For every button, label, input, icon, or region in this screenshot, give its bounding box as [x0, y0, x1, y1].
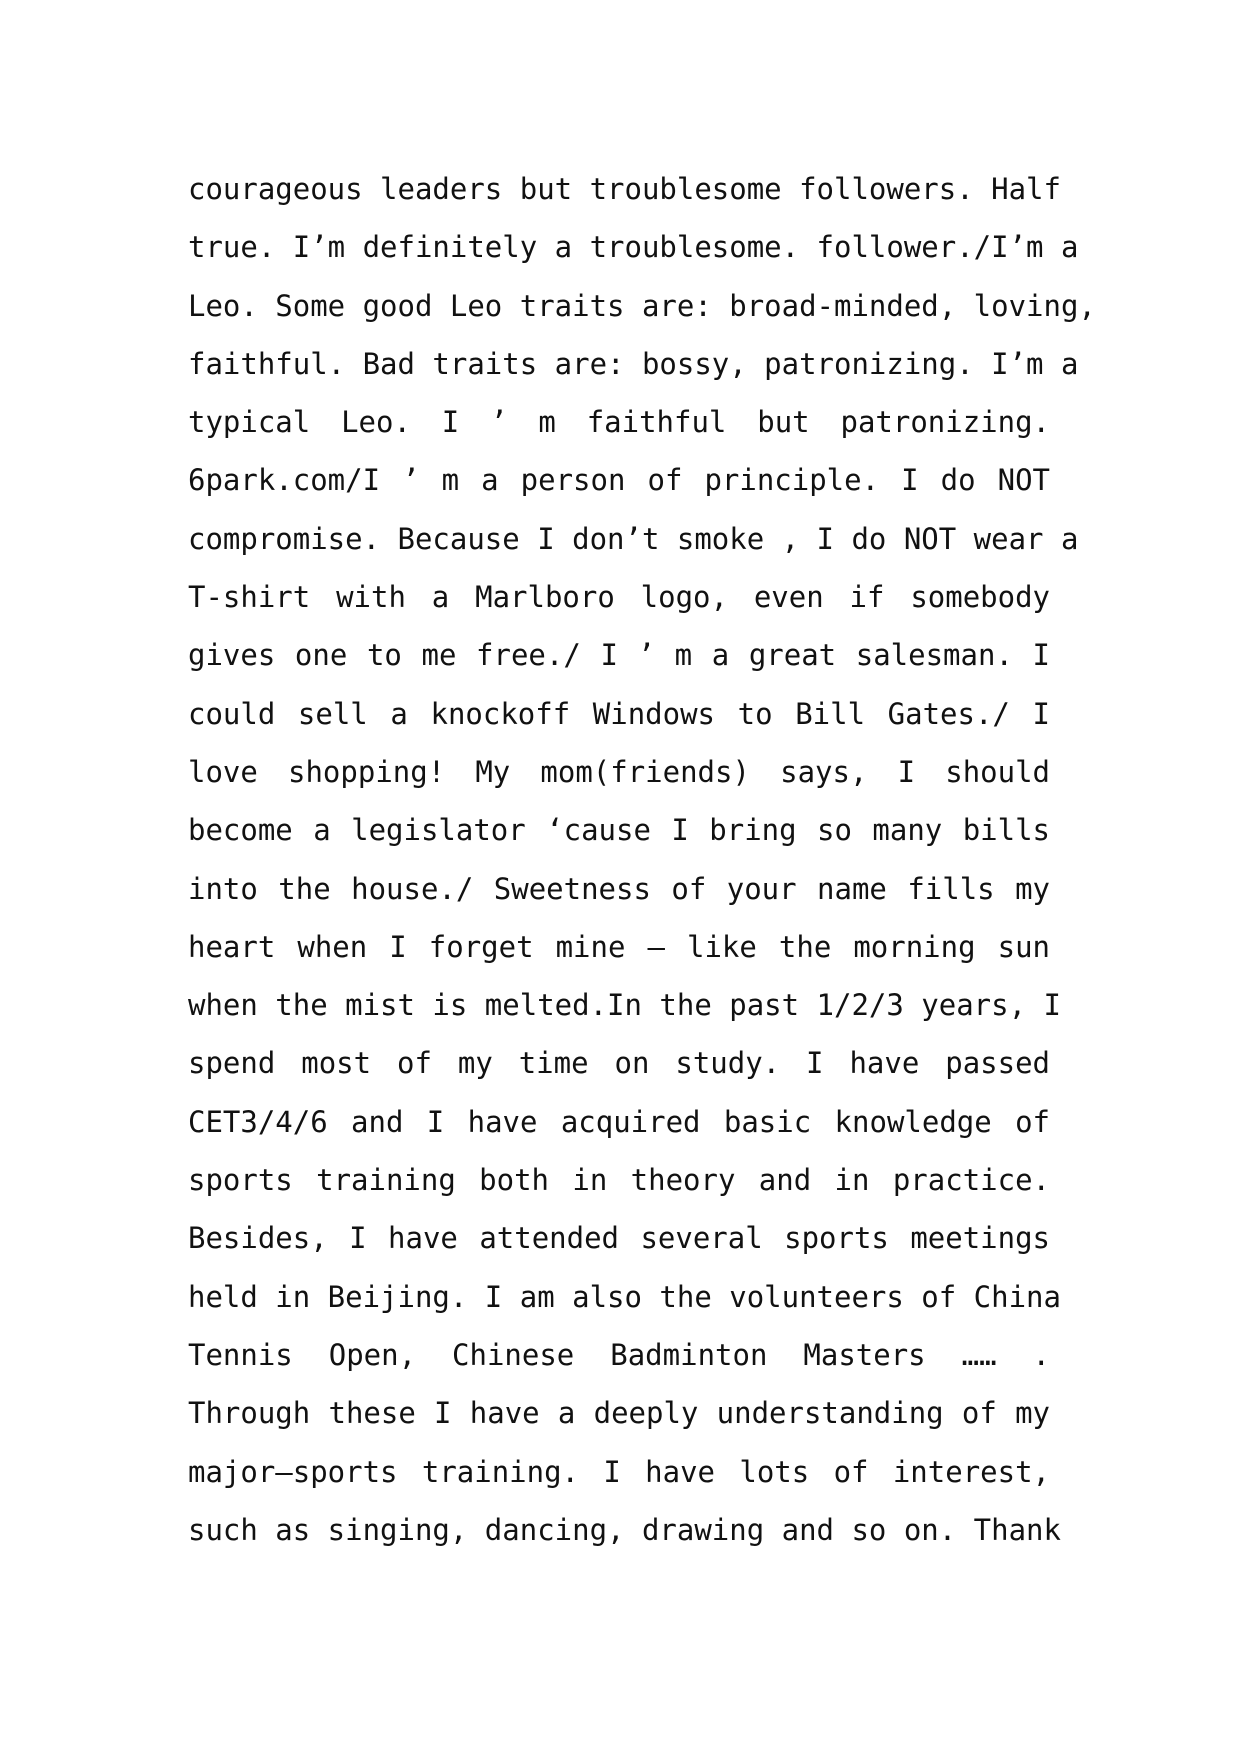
- text-line: love shopping! My mom(friends) says, I should: [188, 754, 1050, 789]
- body-text: [188, 160, 1096, 1559]
- text-line: sports training both in theory and in practice.: [188, 1163, 1050, 1198]
- text-line: major—sports training. I have lots of interest,: [188, 1454, 1050, 1489]
- text-line: such as singing, dancing, drawing and so on. Thank: [188, 1512, 1061, 1547]
- text-line: CET3/4/6 and I have acquired basic knowledge of: [188, 1104, 1050, 1139]
- text-line: 6park.com/I ’ m a person of principle. I do NOT: [188, 463, 1050, 498]
- text-line: when the mist is melted.In the past 1/2/3 years, I: [188, 988, 1061, 1023]
- text-line: T-shirt with a Marlboro logo, even if somebody: [188, 580, 1050, 615]
- text-line: heart when I forget mine — like the morning sun: [188, 929, 1050, 964]
- text-line: into the house./ Sweetness of your name fills my: [188, 871, 1050, 906]
- text-line: spend most of my time on study. I have passed: [188, 1046, 1050, 1081]
- text-line: typical Leo. I ’ m faithful but patronizing.: [188, 405, 1050, 440]
- text-line: courageous leaders but troublesome followers. Half: [188, 172, 1061, 206]
- text-line: compromise. Because I don’t smoke , I do NOT wear a: [188, 521, 1079, 556]
- text-line: become a legislator ‘cause I bring so many bills: [188, 813, 1050, 848]
- text-line: Through these I have a deeply understanding of my: [188, 1396, 1050, 1431]
- text-line: Leo. Some good Leo traits are: broad-minded, loving,: [188, 288, 1096, 323]
- text-line: Besides, I have attended several sports meetings: [188, 1221, 1050, 1256]
- text-line: gives one to me free./ I ’ m a great salesman. I: [188, 638, 1050, 673]
- text-line: Tennis Open, Chinese Badminton Masters …… .: [188, 1337, 1050, 1372]
- text-line: faithful. Bad traits are: bossy, patronizing. I’m a: [188, 346, 1079, 381]
- text-line: true. I’m definitely a troublesome. follower./I’m a: [188, 230, 1079, 265]
- text-line: could sell a knockoff Windows to Bill Gates./ I: [188, 696, 1050, 731]
- text-line: held in Beijing. I am also the volunteers of China: [188, 1279, 1061, 1314]
